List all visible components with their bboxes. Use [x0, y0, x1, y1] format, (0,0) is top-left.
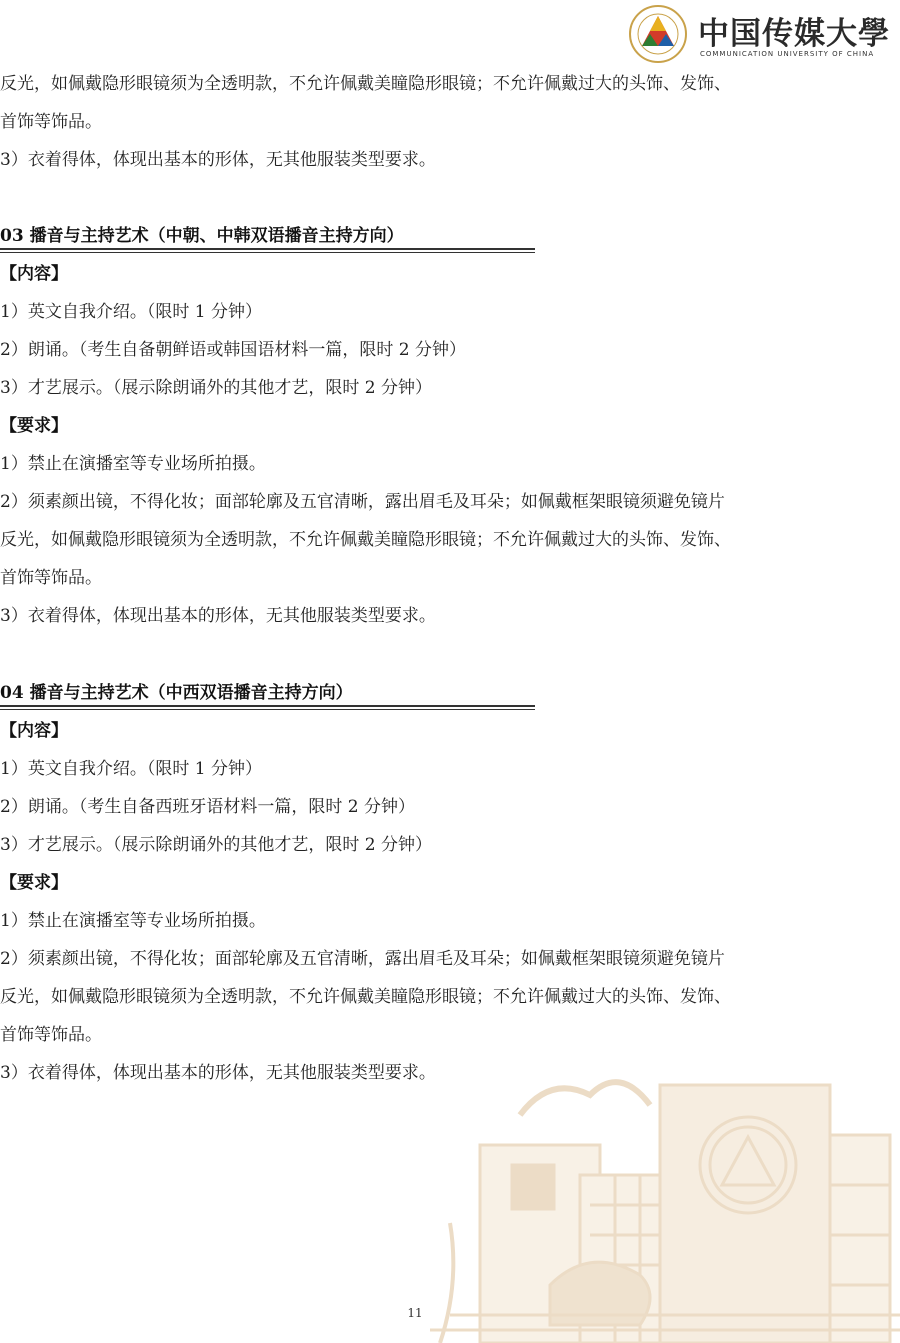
campus-building-watermark-icon — [420, 1075, 900, 1343]
content-item: 1）英文自我介绍。（限时 1 分钟） — [0, 302, 262, 322]
requirements-label: 【要求】 — [0, 873, 68, 893]
content-label: 【内容】 — [0, 721, 68, 741]
content-item: 2）朗诵。（考生自备西班牙语材料一篇，限时 2 分钟） — [0, 797, 415, 817]
requirement-line: 2）须素颜出镜，不得化妆；面部轮廓及五官清晰，露出眉毛及耳朵；如佩戴框架眼镜须避免镜片 — [0, 949, 725, 969]
content-item: 2）朗诵。（考生自备朝鲜语或韩国语材料一篇，限时 2 分钟） — [0, 340, 466, 360]
intro-line: 3）衣着得体，体现出基本的形体，无其他服装类型要求。 — [0, 150, 436, 170]
content-label: 【内容】 — [0, 264, 68, 284]
section-title: 03 播音与主持艺术（中朝、中韩双语播音主持方向） — [0, 226, 404, 246]
requirement-line: 1）禁止在演播室等专业场所拍摄。 — [0, 911, 266, 931]
content-item: 1）英文自我介绍。（限时 1 分钟） — [0, 759, 262, 779]
page-number: 11 — [407, 1306, 423, 1320]
section-underline — [0, 705, 535, 710]
intro-line: 首饰等饰品。 — [0, 112, 102, 132]
university-emblem-icon — [628, 4, 688, 64]
section-title: 04 播音与主持艺术（中西双语播音主持方向） — [0, 683, 353, 703]
requirement-line: 反光，如佩戴隐形眼镜须为全透明款，不允许佩戴美瞳隐形眼镜；不允许佩戴过大的头饰、发饰、 — [0, 530, 731, 550]
content-item: 3）才艺展示。（展示除朗诵外的其他才艺，限时 2 分钟） — [0, 835, 432, 855]
requirement-line: 3）衣着得体，体现出基本的形体，无其他服装类型要求。 — [0, 606, 436, 626]
content-item: 3）才艺展示。（展示除朗诵外的其他才艺，限时 2 分钟） — [0, 378, 432, 398]
logo-english-name: COMMUNICATION UNIVERSITY OF CHINA — [700, 50, 875, 58]
requirement-line: 1）禁止在演播室等专业场所拍摄。 — [0, 454, 266, 474]
intro-line: 反光，如佩戴隐形眼镜须为全透明款，不允许佩戴美瞳隐形眼镜；不允许佩戴过大的头饰、发饰、 — [0, 74, 731, 94]
logo-chinese-name: 中国传媒大學 — [698, 16, 890, 52]
requirements-label: 【要求】 — [0, 416, 68, 436]
requirement-line: 首饰等饰品。 — [0, 568, 102, 588]
requirement-line: 2）须素颜出镜，不得化妆；面部轮廓及五官清晰，露出眉毛及耳朵；如佩戴框架眼镜须避免镜片 — [0, 492, 725, 512]
requirement-line: 反光，如佩戴隐形眼镜须为全透明款，不允许佩戴美瞳隐形眼镜；不允许佩戴过大的头饰、发饰、 — [0, 987, 731, 1007]
requirement-line: 3）衣着得体，体现出基本的形体，无其他服装类型要求。 — [0, 1063, 436, 1083]
university-logo — [628, 4, 890, 66]
requirement-line: 首饰等饰品。 — [0, 1025, 102, 1045]
section-underline — [0, 248, 535, 253]
